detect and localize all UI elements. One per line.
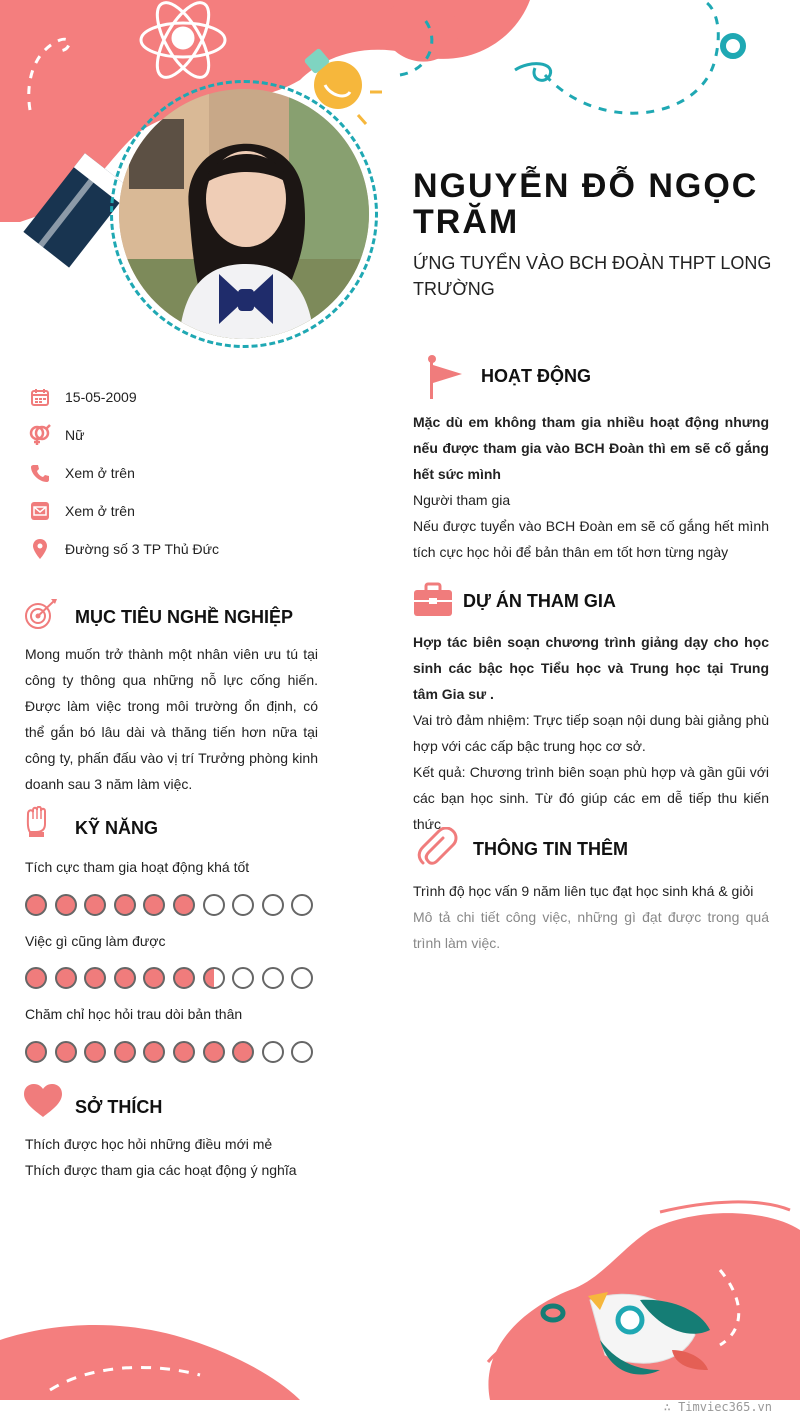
skills-title: KỸ NĂNG — [75, 818, 159, 838]
rating-dot — [25, 894, 47, 916]
rating-dot — [25, 967, 47, 989]
skill-label: Việc gì cũng làm được — [25, 933, 166, 949]
contact-gender-text: Nữ — [65, 427, 85, 443]
rating-dot — [203, 967, 225, 989]
rating-dot — [173, 894, 195, 916]
contact-gender — [28, 423, 84, 447]
paperclip-icon — [417, 827, 459, 874]
rating-dot — [84, 894, 106, 916]
activities-content — [413, 409, 769, 565]
rating-dot — [25, 1041, 47, 1063]
projects-role: Vai trò đảm nhiệm: Trực tiếp soạn nội dung bài giảng phù hợp với các cấp bậc trung học cơ sở. — [413, 712, 769, 754]
contact-email-text: Xem ở trên — [65, 503, 135, 519]
extra-title: THÔNG TIN THÊM — [473, 839, 628, 859]
rating-dot — [173, 967, 195, 989]
hobby-item: Thích được tham gia các hoạt động ý nghĩa — [25, 1162, 297, 1178]
contact-email — [28, 499, 135, 523]
rating-dot — [114, 1041, 136, 1063]
application-role: ỨNG TUYỂN VÀO BCH ĐOÀN THPT LONG TRƯỜNG — [413, 253, 772, 299]
rating-dot — [55, 894, 77, 916]
candidate-name: NGUYỄN ĐỖ NGỌC TRĂM — [413, 167, 759, 241]
rating-dot — [262, 1041, 284, 1063]
rating-dot — [143, 967, 165, 989]
projects-result: Kết quả: Chương trình biên soạn phù hợp và gần gũi với các bạn học sinh. Từ đó giúp các em dễ tiếp thu kiến thức. — [413, 764, 769, 832]
contact-address-text: Đường số 3 TP Thủ Đức — [65, 541, 219, 557]
skill-rating — [25, 967, 321, 989]
profile-photo-frame — [110, 80, 378, 348]
calendar-icon — [28, 385, 52, 409]
skill-rating — [25, 1041, 321, 1063]
profile-photo — [119, 89, 369, 339]
rating-dot — [173, 1041, 195, 1063]
portrait-illustration — [119, 89, 369, 339]
contact-birthdate — [28, 385, 137, 409]
rating-dot — [291, 894, 313, 916]
contact-phone — [28, 461, 135, 485]
activities-title: HOẠT ĐỘNG — [481, 366, 591, 386]
objective-text: Mong muốn trở thành một nhân viên ưu tú tại công ty thông qua những nỗ lực cống hiến. Được làm việc trong môi trường ổn định, có thể gắn bó lâu dài và thăng tiến hơn nữa tại công ty, phấn đấu vào vị trí Trưởng phòng kinh doanh sau 3 năm làm việc. — [25, 646, 318, 792]
hobby-item: Thích được học hỏi những điều mới mẻ — [25, 1136, 273, 1152]
hobbies-title: SỞ THÍCH — [75, 1097, 163, 1117]
briefcase-icon — [414, 582, 452, 623]
activities-heading: Mặc dù em không tham gia nhiều hoạt động nhưng nếu được tham gia vào BCH Đoàn thì em sẽ cố gắng hết sức mình — [413, 414, 769, 482]
extra-content — [413, 878, 769, 956]
rating-dot — [55, 967, 77, 989]
rating-dot — [232, 894, 254, 916]
rating-dot — [143, 1041, 165, 1063]
flag-icon — [424, 355, 464, 406]
rating-dot — [114, 894, 136, 916]
activities-detail: Nếu được tuyển vào BCH Đoàn em sẽ cố gắng hết mình tích cực học hỏi để bản thân em tốt hơn từng ngày — [413, 518, 769, 560]
rating-dot — [232, 967, 254, 989]
rating-dot — [84, 967, 106, 989]
rating-dot — [262, 894, 284, 916]
rating-dot — [232, 1041, 254, 1063]
rating-dot — [114, 967, 136, 989]
rating-dot — [55, 1041, 77, 1063]
projects-content — [413, 629, 769, 837]
rating-dot — [84, 1041, 106, 1063]
activities-role: Người tham gia — [413, 492, 511, 508]
skill-label: Chăm chỉ học hỏi trau dòi bản thân — [25, 1006, 243, 1022]
rating-dot — [291, 1041, 313, 1063]
email-icon — [28, 499, 52, 523]
projects-title: DỰ ÁN THAM GIA — [463, 591, 616, 611]
heart-icon — [24, 1084, 62, 1123]
hobbies-list — [25, 1131, 325, 1183]
location-pin-icon — [28, 537, 52, 561]
extra-line-2: Mô tả chi tiết công việc, những gì đạt được trong quá trình làm việc. — [413, 909, 769, 951]
objective-title: MỤC TIÊU NGHỀ NGHIỆP — [75, 607, 294, 627]
phone-icon — [28, 461, 52, 485]
skill-label: Tích cực tham gia hoạt động khá tốt — [25, 859, 250, 875]
watermark: ∴ Timviec365.vn — [663, 1400, 772, 1414]
rating-dot — [203, 1041, 225, 1063]
contact-address — [28, 537, 219, 561]
skill-rating — [25, 894, 321, 916]
rating-dot — [203, 894, 225, 916]
contact-birthdate-text: 15-05-2009 — [65, 389, 137, 405]
target-icon — [24, 598, 58, 635]
contact-phone-text: Xem ở trên — [65, 465, 135, 481]
gender-icon — [28, 423, 52, 447]
fist-icon — [25, 806, 47, 843]
rating-dot — [262, 967, 284, 989]
projects-heading: Hợp tác biên soạn chương trình giảng dạy cho học sinh các bậc học Tiểu học và Trung học tại Trung tâm Gia sư . — [413, 634, 769, 702]
extra-line-1: Trình độ học vấn 9 năm liên tục đạt học sinh khá & giỏi — [413, 883, 754, 899]
rating-dot — [291, 967, 313, 989]
rating-dot — [143, 894, 165, 916]
